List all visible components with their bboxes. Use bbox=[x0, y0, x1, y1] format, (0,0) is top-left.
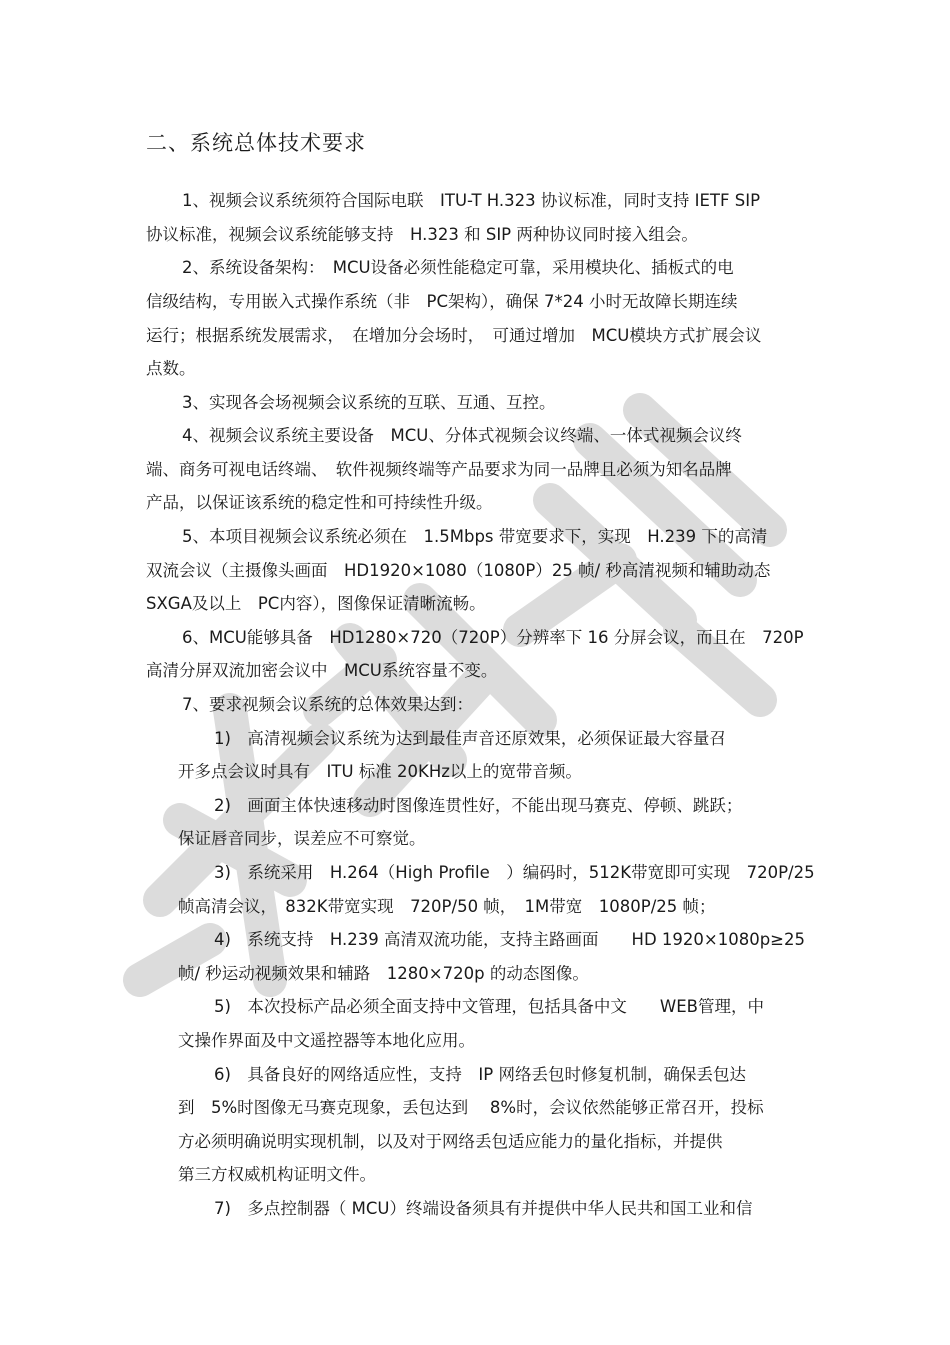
body-line: 帧高清会议， 832K带宽实现 720P/50 帧， 1M带宽 1080P/25 帧； bbox=[178, 897, 716, 916]
body-line: 第三方权威机构证明文件。 bbox=[178, 1165, 376, 1184]
body-line: 4、视频会议系统主要设备 MCU、分体式视频会议终端、一体式视频会议终 bbox=[182, 426, 742, 445]
body-line: 协议标准，视频会议系统能够支持 H.323 和 SIP 两种协议同时接入组会。 bbox=[146, 225, 698, 244]
body-line: 信级结构，专用嵌入式操作系统（非 PC架构），确保 7*24 小时无故障长期连续 bbox=[146, 292, 738, 311]
body-line: 7) 多点控制器（ MCU）终端设备须具有并提供中华人民共和国工业和信 bbox=[214, 1199, 753, 1218]
body-line: 6、MCU能够具备 HD1280×720（720P）分辨率下 16 分屏会议，而且在 720P bbox=[182, 628, 804, 647]
body-line: 5、本项目视频会议系统必须在 1.5Mbps 带宽要求下，实现 H.239 下的高清 bbox=[182, 527, 768, 546]
body-line: 3、实现各会场视频会议系统的互联、互通、互控。 bbox=[182, 393, 556, 412]
body-line: 点数。 bbox=[146, 359, 196, 378]
body-line: 产品，以保证该系统的稳定性和可持续性升级。 bbox=[146, 493, 493, 512]
body-line: 2、系统设备架构： MCU设备必须性能稳定可靠，采用模块化、插板式的电 bbox=[182, 258, 734, 277]
body-line: 7、要求视频会议系统的总体效果达到： bbox=[182, 695, 473, 714]
body-line: 帧/ 秒运动视频效果和辅路 1280×720p 的动态图像。 bbox=[178, 964, 589, 983]
body-line: 5) 本次投标产品必须全面支持中文管理，包括具备中文 WEB管理，中 bbox=[214, 997, 764, 1016]
body-line: 保证唇音同步，误差应不可察觉。 bbox=[178, 829, 426, 848]
body-line: 高清分屏双流加密会议中 MCU系统容量不变。 bbox=[146, 661, 498, 680]
body-line: 运行；根据系统发展需求， 在增加分会场时， 可通过增加 MCU模块方式扩展会议 bbox=[146, 326, 762, 345]
body-line: 开多点会议时具有 ITU 标准 20KHz以上的宽带音频。 bbox=[178, 762, 582, 781]
section-heading: 二、系统总体技术要求 bbox=[146, 131, 366, 155]
body-line: 1、视频会议系统须符合国际电联 ITU-T H.323 协议标准，同时支持 IETF SIP bbox=[182, 191, 761, 210]
body-line: SXGA及以上 PC内容），图像保证清晰流畅。 bbox=[146, 594, 486, 613]
body-line: 2) 画面主体快速移动时图像连贯性好，不能出现马赛克、停顿、跳跃； bbox=[214, 796, 743, 815]
body-line: 1) 高清视频会议系统为达到最佳声音还原效果，必须保证最大容量召 bbox=[214, 729, 726, 748]
body-line: 6) 具备良好的网络适应性，支持 IP 网络丢包时修复机制，确保丢包达 bbox=[214, 1065, 746, 1084]
body-line: 端、商务可视电话终端、 软件视频终端等产品要求为同一品牌且必须为知名品牌 bbox=[146, 460, 732, 479]
body-line: 方必须明确说明实现机制，以及对于网络丢包适应能力的量化指标，并提供 bbox=[178, 1132, 723, 1151]
body-line: 双流会议（主摄像头画面 HD1920×1080（1080P）25 帧/ 秒高清视频和辅助动态 bbox=[146, 561, 771, 580]
body-line: 到 5%时图像无马赛克现象，丢包达到 8%时，会议依然能够正常召开，投标 bbox=[178, 1098, 764, 1117]
body-line: 文操作界面及中文遥控器等本地化应用。 bbox=[178, 1031, 475, 1050]
body-line: 3) 系统采用 H.264（High Profile ）编码时，512K带宽即可实现 720P/25 bbox=[214, 863, 815, 882]
body-line: 4) 系统支持 H.239 高清双流功能，支持主路画面 HD 1920×1080p≥25 bbox=[214, 930, 805, 949]
